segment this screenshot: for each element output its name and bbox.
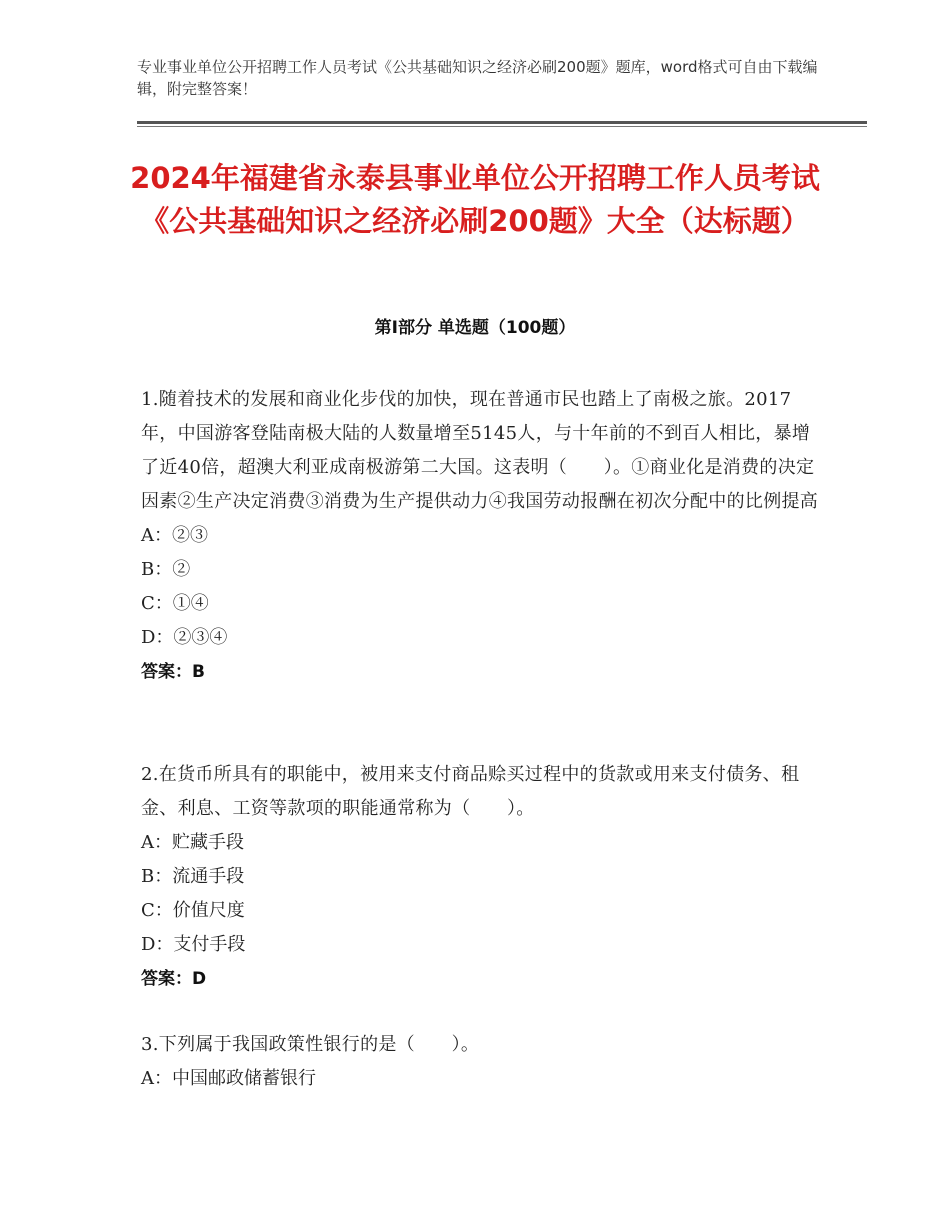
option-a: A：中国邮政储蓄银行 [141,1068,316,1089]
question-3 [141,1028,821,1096]
option-a: A：贮藏手段 [141,832,244,853]
question-stem: 2.在货币所具有的职能中，被用来支付商品赊买过程中的货款或用来支付债务、租金、利息、工资等款项的职能通常称为（ ）。 [141,764,800,819]
header-divider-thick [137,121,867,124]
option-d: D：支付手段 [141,934,246,955]
answer: 答案：B [141,662,205,682]
option-c: C：价值尺度 [141,900,245,921]
option-b: B：② [141,559,191,580]
question-1 [141,383,821,689]
option-d: D：②③④ [141,627,228,648]
option-a: A：②③ [141,525,208,546]
document-title: 2024年福建省永泰县事业单位公开招聘工作人员考试《公共基础知识之经济必刷200题》大全（达标题） [130,161,820,238]
answer: 答案：D [141,969,207,989]
section-title: 第Ⅰ部分 单选题（100题） [374,318,576,338]
question-stem: 3.下列属于我国政策性银行的是（ ）。 [141,1034,480,1055]
header-note: 专业事业单位公开招聘工作人员考试《公共基础知识之经济必刷200题》题库，word格式可自由下载编辑，附完整答案！ [137,58,818,98]
header-divider-thin [137,126,867,127]
option-c: C：①④ [141,593,209,614]
question-stem: 1.随着技术的发展和商业化步伐的加快，现在普通市民也踏上了南极之旅。2017年，中国游客登陆南极大陆的人数量增至5145人，与十年前的不到百人相比，暴增了近40倍，超澳大利亚成南极游第二大国。这表明（ ）。①商业化是消费的决定因素②生产决定消费③消费为生产提供动力④我国劳动报酬在初次分配中的比例提高 [141,389,819,512]
question-2 [141,758,821,996]
option-b: B：流通手段 [141,866,245,887]
